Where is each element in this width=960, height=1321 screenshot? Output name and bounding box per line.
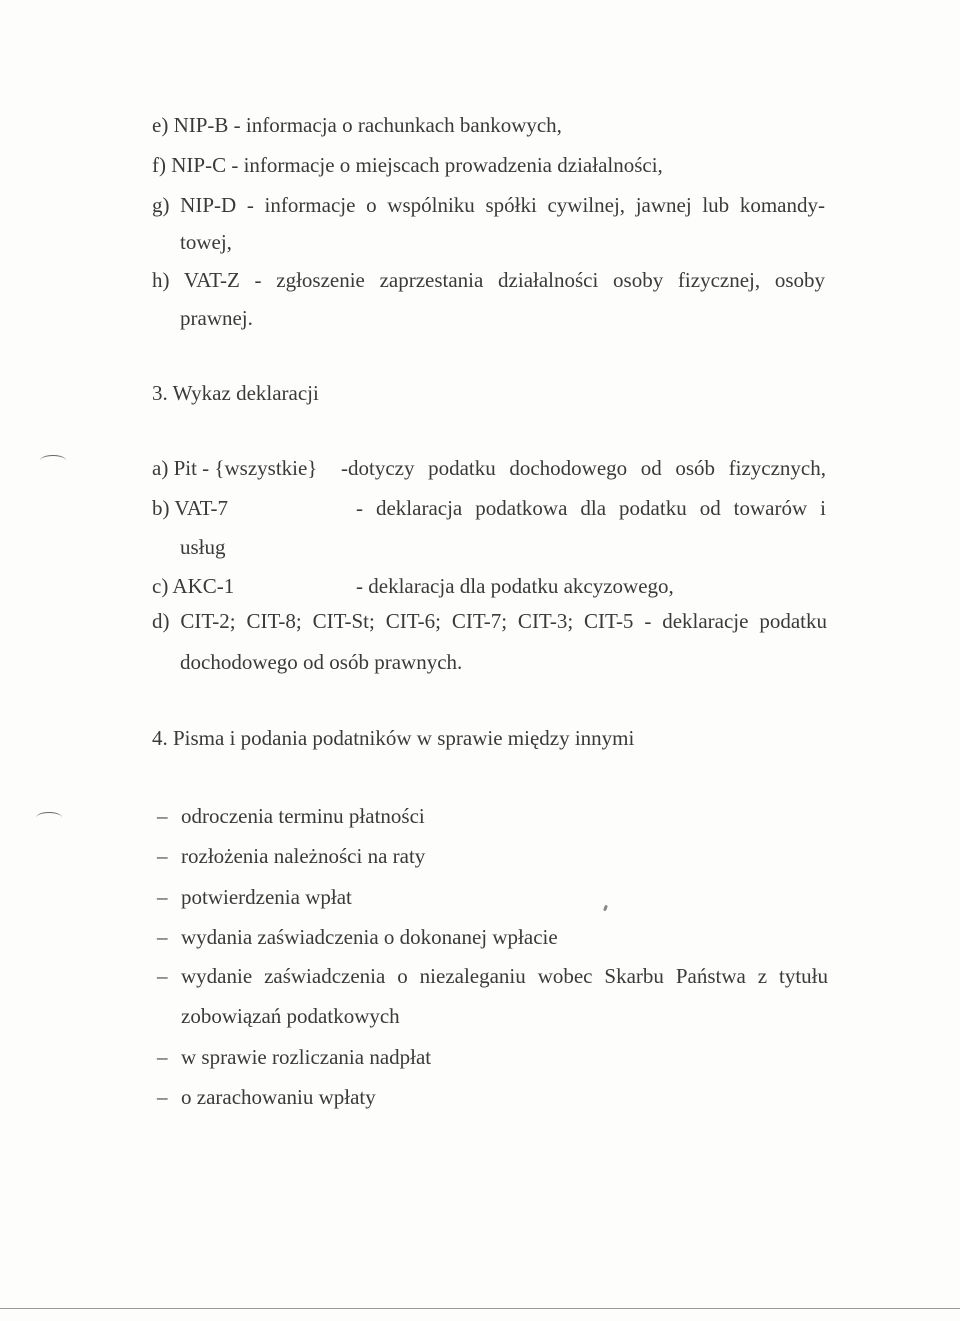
list-bullet: –: [157, 1085, 168, 1109]
list-item: wydanie zaświadczenia o niezaleganiu wobec Skarbu Państwa z tytułu: [181, 964, 828, 988]
declaration-label-a: a) Pit - {wszystkie}: [152, 456, 318, 480]
list-bullet: –: [157, 1045, 168, 1069]
margin-punch-mark: [40, 455, 66, 466]
list-item: o zarachowaniu wpłaty: [181, 1085, 376, 1109]
list-item: wydania zaświadczenia o dokonanej wpłacie: [181, 925, 558, 949]
declaration-desc-b: - deklaracja podatkowa dla podatku od towarów i: [356, 496, 826, 520]
section-heading-4: 4. Pisma i podania podatników w sprawie między innymi: [152, 726, 635, 750]
list-bullet: –: [157, 804, 168, 828]
declaration-item-d-continuation: dochodowego od osób prawnych.: [180, 650, 463, 674]
list-item: odroczenia terminu płatności: [181, 804, 425, 828]
declaration-item-d: d) CIT-2; CIT-8; CIT-St; CIT-6; CIT-7; CIT-3; CIT-5 - deklaracje podatku: [152, 609, 827, 633]
margin-punch-mark: [36, 812, 62, 823]
section-heading-3: 3. Wykaz deklaracji: [152, 381, 319, 405]
declaration-desc-a: -dotyczy podatku dochodowego od osób fizycznych,: [341, 456, 826, 480]
ink-speck: [603, 905, 608, 912]
list-item-f: f) NIP-C - informacje o miejscach prowadzenia działalności,: [152, 153, 663, 177]
scan-edge-line: [0, 1308, 960, 1309]
declaration-label-b: b) VAT-7: [152, 496, 229, 520]
list-item-g-continuation: towej,: [180, 230, 232, 254]
list-item-h-continuation: prawnej.: [180, 306, 253, 330]
list-item-e: e) NIP-B - informacja o rachunkach bankowych,: [152, 113, 562, 137]
list-bullet: –: [157, 844, 168, 868]
declaration-desc-c: - deklaracja dla podatku akcyzowego,: [356, 574, 674, 598]
list-bullet: –: [157, 885, 168, 909]
list-item-h: h) VAT-Z - zgłoszenie zaprzestania działalności osoby fizycznej, osoby: [152, 268, 825, 292]
declaration-desc-b-continuation: usług: [180, 535, 226, 559]
list-item-continuation: zobowiązań podatkowych: [181, 1004, 400, 1028]
list-item-g: g) NIP-D - informacje o wspólniku spółki cywilnej, jawnej lub komandy-: [152, 193, 825, 217]
list-item: potwierdzenia wpłat: [181, 885, 352, 909]
declaration-label-c: c) AKC-1: [152, 574, 235, 598]
list-item: rozłożenia należności na raty: [181, 844, 426, 868]
list-bullet: –: [157, 925, 168, 949]
list-bullet: –: [157, 964, 168, 988]
list-item: w sprawie rozliczania nadpłat: [181, 1045, 432, 1069]
